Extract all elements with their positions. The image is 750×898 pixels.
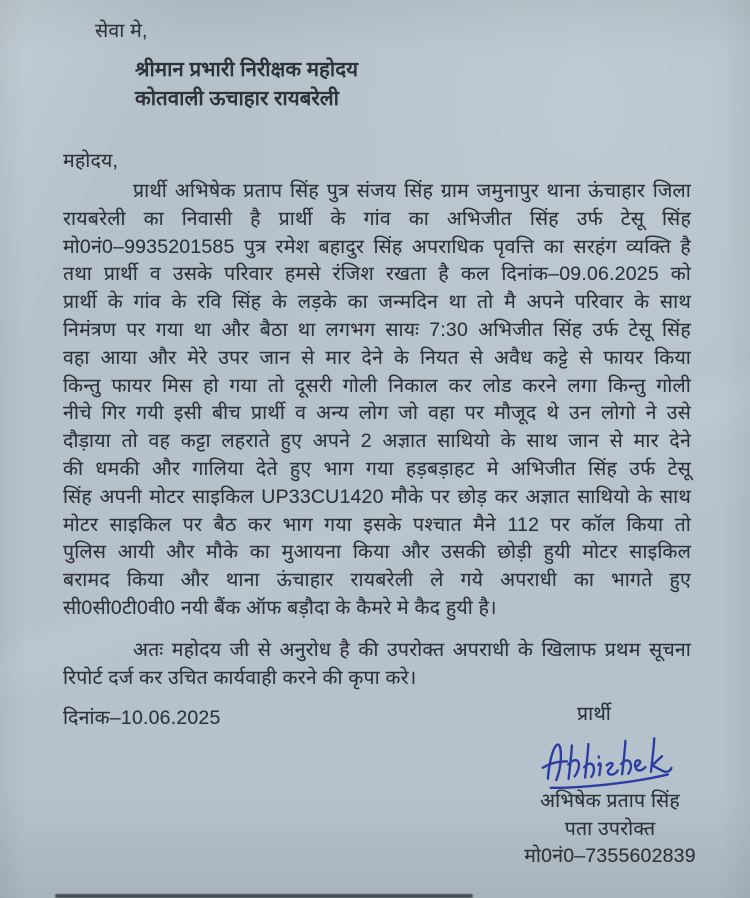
signoff-name: अभिषेक प्रताप सिंह <box>540 790 680 812</box>
date-line: दिनांक–10.06.2025 <box>63 707 221 729</box>
body-line: पुलिस आयी और मौके का मुआयना किया और उसकी छोड़ी हुयी मोटर साइकिल <box>63 541 691 564</box>
body-line: की धमकी और गालिया देते हुए भाग गया हड़बड़ाहट मे अभिजीत सिंह उर्फ टेसू <box>63 457 691 480</box>
body-line: रायबरेली का निवासी है प्रार्थी के गांव का अभिजीत सिंह उर्फ टेसू सिंह <box>63 207 691 230</box>
body-line: निमंत्रण पर गया था और बैठा था लगभग सायः 7:30 अभिजीत सिंह उर्फ टेसू सिंह <box>63 318 691 341</box>
signature-handwriting <box>536 724 681 798</box>
signoff-address: पता उपरोक्त <box>564 817 656 840</box>
body-line: वहा आया और मेरे उपर जान से मार देने के नियत से अवैध कट्टे से फायर किया <box>63 346 691 369</box>
table-edge-shadow <box>55 894 473 898</box>
body-line: प्रार्थी अभिषेक प्रताप सिंह पुत्र संजय सिंह ग्राम जमुनापुर थाना ऊंचाहार जिला <box>133 180 691 202</box>
body-line: दौड़ाया तो वह कट्टा लहराते हुए अपने 2 अज्ञात साथियो के साथ जान से मार देने <box>63 430 691 453</box>
body-line: रिपोर्ट दर्ज कर उचित कार्यवाही करने की कृपा करे। <box>63 666 417 689</box>
signoff-block <box>505 788 715 871</box>
addressee-block <box>135 55 358 113</box>
paragraph-1 <box>63 178 691 623</box>
addressee-line2: कोतवाली ऊचाहार रायबरेली <box>135 87 339 110</box>
addressee-line1: श्रीमान प्रभारी निरीक्षक महोदय <box>135 58 358 81</box>
body-line: नीचे गिर गयी इसी बीच प्रार्थी व अन्य लोग जो वहा पर मौजूद थे उन लोगो ने उसे <box>63 402 691 425</box>
body-line: तथा प्रार्थी व उसके परिवार हमसे रंजिश रखता है कल दिनांक–09.06.2025 को <box>63 263 691 286</box>
body-line: सी0सी0टी0वी0 नयी बैंक ऑफ बड़ौदा के कैमरे मे कैद हुयी है। <box>63 596 497 619</box>
body-line: मो0नं0–9935201585 पुत्र रमेश बहादुर सिंह अपराधिक पृवत्ति का सरहंग व्यक्ति है <box>63 235 691 258</box>
body-line: अतः महोदय जी से अनुरोध है की उपरोक्त अपराधी के खिलाफ प्रथम सूचना <box>133 638 691 661</box>
paragraph-2 <box>63 637 691 693</box>
body-line: प्रार्थी के गांव के रवि सिंह के लड़के का जन्मदिन था तो मै अपने परिवार के साथ <box>63 291 691 314</box>
signature-ink-strokes <box>536 724 681 798</box>
signoff-mobile: मो0नं0–7355602839 <box>524 845 696 867</box>
body-line: बरामद किया और थाना ऊंचाहार रायबरेली ले गये अपराधी का भागते हुए <box>63 569 691 592</box>
letter-body <box>63 178 691 692</box>
applicant-label: प्रार्थी <box>577 703 612 725</box>
salutation: महोदय, <box>63 150 119 172</box>
body-line: मोटर साइकिल पर बैठ कर भाग गया इसके पश्चात मैने 112 पर कॉल किया तो <box>63 513 691 536</box>
to-line: सेवा मे, <box>95 20 148 42</box>
body-line: किन्तु फायर मिस हो गया तो दूसरी गोली निकाल कर लोड करने लगा किन्तु गोली <box>63 374 691 397</box>
body-line: सिंह अपनी मोटर साइकिल UP33CU1420 मौके पर छोड़ कर अज्ञात साथियो के साथ <box>63 485 691 508</box>
